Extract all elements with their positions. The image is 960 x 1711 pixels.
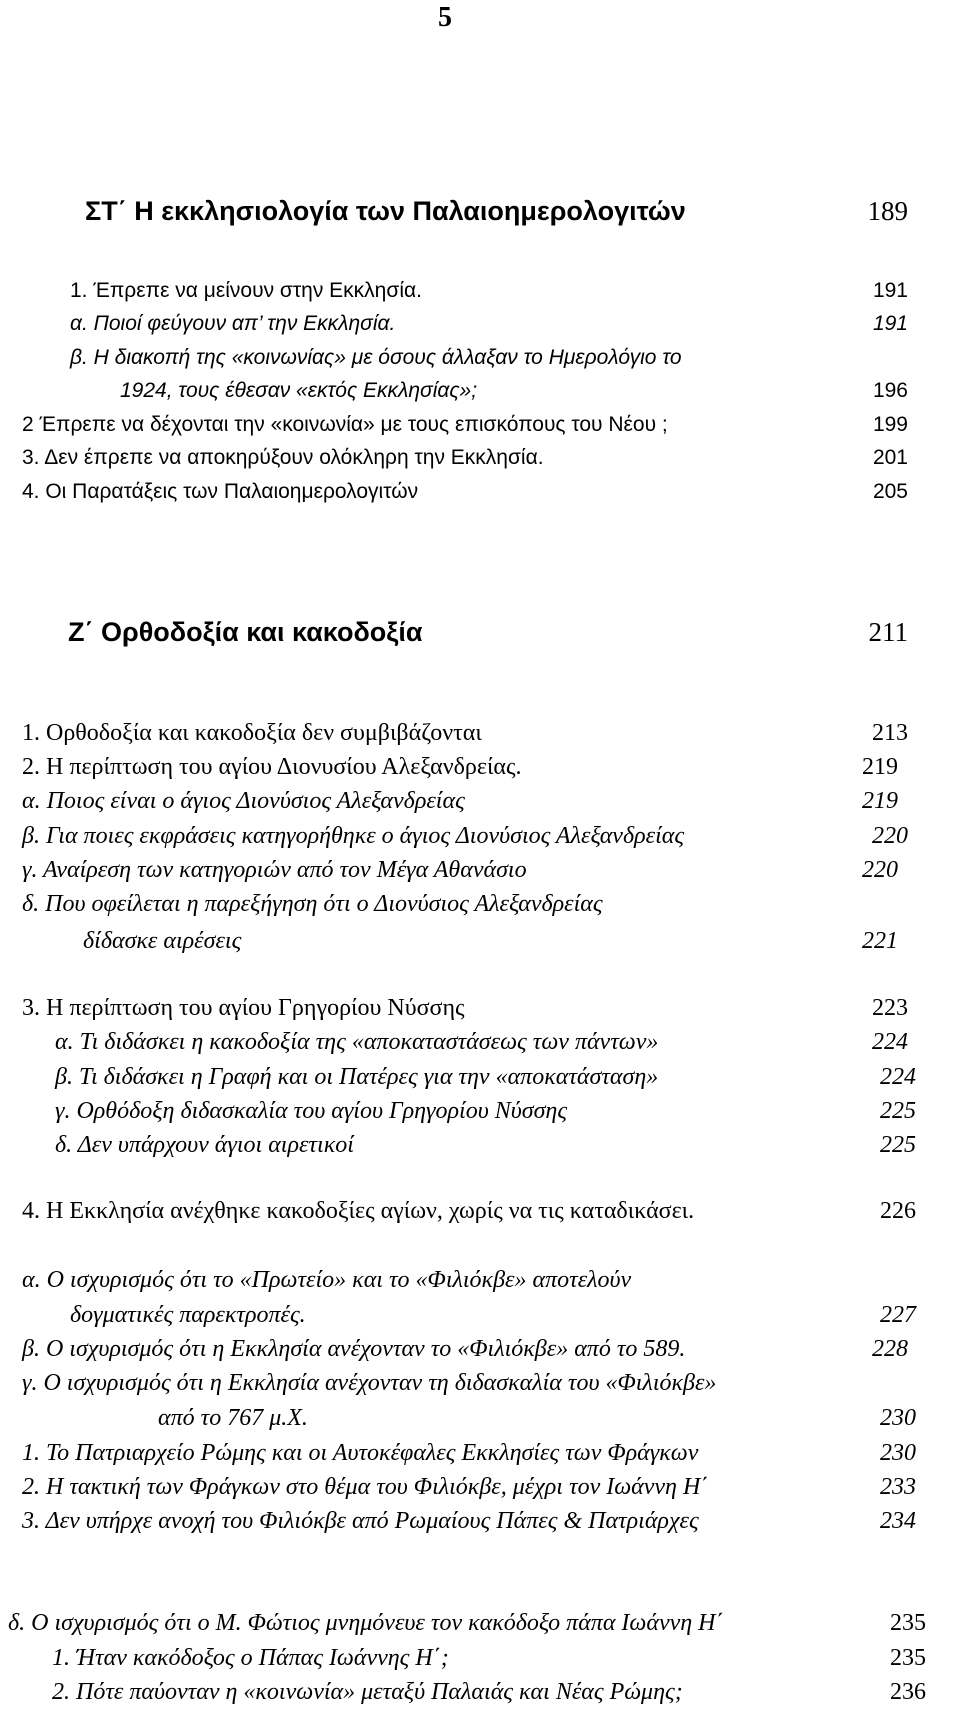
toc-entry-page: 201 bbox=[872, 446, 908, 469]
toc-entry-page: 236 bbox=[890, 1679, 926, 1705]
toc-entry-page: 191 bbox=[872, 312, 908, 335]
toc-entry-page: 230 bbox=[880, 1405, 916, 1431]
toc-entry: β. Ο ισχυρισμός ότι η Εκκλησία ανέχονταν το «Φιλιόκβε» από το 589. bbox=[22, 1336, 686, 1362]
toc-entry: 1. Ορθοδοξία και κακοδοξία δεν συμβιβάζονται bbox=[22, 720, 482, 746]
toc-entry-page: 224 bbox=[880, 1064, 916, 1090]
toc-entry: β. Τι διδάσκει η Γραφή και οι Πατέρες για την «αποκατάσταση» bbox=[55, 1064, 659, 1090]
toc-entry: 3. Η περίπτωση του αγίου Γρηγορίου Νύσσης bbox=[22, 995, 465, 1021]
toc-entry-page: 227 bbox=[880, 1302, 916, 1328]
toc-entry-page: 223 bbox=[872, 995, 908, 1021]
toc-entry-page: 226 bbox=[880, 1198, 916, 1224]
toc-entry: 3. Δεν έπρεπε να αποκηρύξουν ολόκληρη την Εκκλησία. bbox=[22, 446, 544, 469]
toc-entry: 1. Έπρεπε να μείνουν στην Εκκλησία. bbox=[70, 279, 422, 302]
toc-entry: 2 Έπρεπε να δέχονται την «κοινωνία» με τους επισκόπους του Νέου ; bbox=[22, 413, 668, 436]
toc-entry-page: 225 bbox=[880, 1132, 916, 1158]
section-heading: ΣΤ΄ Η εκκλησιολογία των Παλαιοημερολογιτών bbox=[85, 196, 686, 226]
toc-entry: β. Η διακοπή της «κοινωνίας» με όσους άλλαξαν το Ημερολόγιο το bbox=[70, 346, 682, 369]
toc-entry-page: 233 bbox=[880, 1474, 916, 1500]
toc-entry: 4. Η Εκκλησία ανέχθηκε κακοδοξίες αγίων, χωρίς να τις καταδικάσει. bbox=[22, 1198, 695, 1224]
toc-entry-page: 220 bbox=[862, 857, 898, 883]
toc-entry-page: 196 bbox=[872, 379, 908, 402]
toc-entry: 4. Οι Παρατάξεις των Παλαιοημερολογιτών bbox=[22, 480, 419, 503]
section-heading-page: 189 bbox=[867, 196, 908, 226]
toc-entry: γ. Αναίρεση των κατηγοριών από τον Μέγα Αθανάσιο bbox=[22, 857, 527, 883]
toc-entry: 2. Η περίπτωση του αγίου Διονυσίου Αλεξανδρείας. bbox=[22, 754, 522, 780]
toc-entry-page: 225 bbox=[880, 1098, 916, 1124]
toc-entry: δ. Δεν υπάρχουν άγιοι αιρετικοί bbox=[55, 1132, 354, 1158]
toc-entry-page: 230 bbox=[880, 1440, 916, 1466]
toc-entry-page: 235 bbox=[890, 1610, 926, 1636]
toc-entry-page: 220 bbox=[872, 823, 908, 849]
toc-entry-page: 234 bbox=[880, 1508, 916, 1534]
toc-entry: 3. Δεν υπήρχε ανοχή του Φιλιόκβε από Ρωμαίους Πάπες & Πατριάρχες bbox=[22, 1508, 699, 1534]
toc-entry: α. Τι διδάσκει η κακοδοξία της «αποκαταστάσεως των πάντων» bbox=[55, 1029, 659, 1055]
toc-entry: α. Ποιοί φεύγουν απ’ την Εκκλησία. bbox=[70, 312, 396, 335]
toc-entry: 1. Το Πατριαρχείο Ρώμης και οι Αυτοκέφαλες Εκκλησίες των Φράγκων bbox=[22, 1440, 699, 1466]
section-heading-page: 211 bbox=[868, 617, 908, 647]
toc-entry: δ. Ο ισχυρισμός ότι ο Μ. Φώτιος μνημόνευε τον κακόδοξο πάπα Ιωάννη Η΄ bbox=[8, 1610, 724, 1636]
toc-entry: 2. Πότε παύονταν η «κοινωνία» μεταξύ Παλαιάς και Νέας Ρώμης; bbox=[52, 1679, 683, 1705]
page-number: 5 bbox=[438, 2, 452, 33]
toc-entry-page: 219 bbox=[862, 788, 898, 814]
toc-entry-page: 213 bbox=[872, 720, 908, 746]
toc-entry: δίδασκε αιρέσεις bbox=[83, 928, 242, 954]
toc-entry: 1924, τους έθεσαν «εκτός Εκκλησίας»; bbox=[120, 379, 478, 402]
toc-entry: από το 767 μ.Χ. bbox=[158, 1405, 308, 1431]
section-heading: Ζ΄ Ορθοδοξία και κακοδοξία bbox=[68, 617, 423, 647]
toc-entry-page: 228 bbox=[872, 1336, 908, 1362]
toc-entry: δογματικές παρεκτροπές. bbox=[70, 1302, 306, 1328]
toc-entry: β. Για ποιες εκφράσεις κατηγορήθηκε ο άγιος Διονύσιος Αλεξανδρείας bbox=[22, 823, 685, 849]
toc-entry: 1. Ήταν κακόδοξος ο Πάπας Ιωάννης Η΄; bbox=[52, 1645, 449, 1671]
toc-entry-page: 235 bbox=[890, 1645, 926, 1671]
toc-entry-page: 221 bbox=[862, 928, 898, 954]
toc-entry: δ. Που οφείλεται η παρεξήγηση ότι ο Διονύσιος Αλεξανδρείας bbox=[22, 891, 603, 917]
toc-entry-page: 191 bbox=[872, 279, 908, 302]
toc-entry: γ. Ορθόδοξη διδασκαλία του αγίου Γρηγορίου Νύσσης bbox=[55, 1098, 568, 1124]
toc-entry-page: 199 bbox=[872, 413, 908, 436]
toc-entry: α. Ο ισχυρισμός ότι το «Πρωτείο» και το «Φιλιόκβε» αποτελούν bbox=[22, 1267, 632, 1293]
toc-entry-page: 224 bbox=[872, 1029, 908, 1055]
toc-entry: γ. Ο ισχυρισμός ότι η Εκκλησία ανέχονταν τη διδασκαλία του «Φιλιόκβε» bbox=[22, 1370, 717, 1396]
toc-entry-page: 205 bbox=[872, 480, 908, 503]
toc-entry-page: 219 bbox=[862, 754, 898, 780]
toc-entry: α. Ποιος είναι ο άγιος Διονύσιος Αλεξανδρείας bbox=[22, 788, 465, 814]
toc-entry: 2. Η τακτική των Φράγκων στο θέμα του Φιλιόκβε, μέχρι τον Ιωάννη Η΄ bbox=[22, 1474, 709, 1500]
